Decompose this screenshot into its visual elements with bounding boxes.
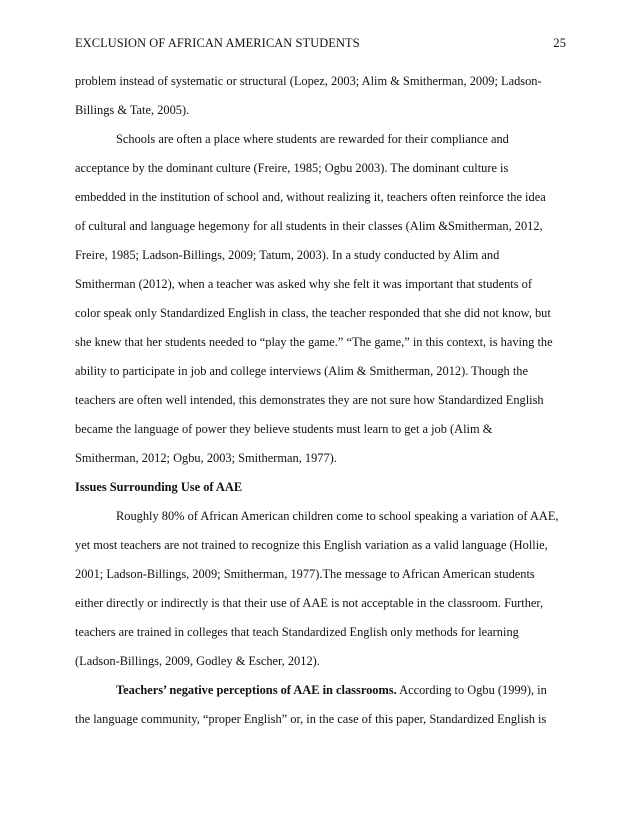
subsection-heading: Teachers’ negative perceptions of AAE in classrooms. xyxy=(116,683,397,697)
page-number: 25 xyxy=(553,36,566,50)
body-line: ability to participate in job and college interviews (Alim & Smitherman, 2012). Though the xyxy=(75,364,528,378)
subsection-run-in-text: According to Ogbu (1999), in xyxy=(396,683,547,697)
body-line: Smitherman (2012), when a teacher was asked why she felt it was important that students of xyxy=(75,277,532,291)
body-line: teachers are trained in colleges that teach Standardized English only methods for learning xyxy=(75,625,519,639)
body-line: Smitherman, 2012; Ogbu, 2003; Smitherman, 1977). xyxy=(75,451,337,465)
body-line: 2001; Ladson-Billings, 2009; Smitherman, 1977).The message to African American students xyxy=(75,567,535,581)
paragraph-first-line: Schools are often a place where students are rewarded for their compliance and xyxy=(116,132,509,146)
body-line: yet most teachers are not trained to recognize this English variation as a valid language (Hollie, xyxy=(75,538,548,552)
body-line: either directly or indirectly is that their use of AAE is not acceptable in the classroom. Further, xyxy=(75,596,544,610)
body-line: Freire, 1985; Ladson-Billings, 2009; Tatum, 2003). In a study conducted by Alim and xyxy=(75,248,500,262)
paragraph-first-line: Roughly 80% of African American children come to school speaking a variation of AAE, xyxy=(116,509,559,523)
body-line: acceptance by the dominant culture (Freire, 1985; Ogbu 2003). The dominant culture is xyxy=(75,161,509,175)
subsection-paragraph-line xyxy=(116,682,547,698)
body-line: embedded in the institution of school and, without realizing it, teachers often reinforce the idea xyxy=(75,190,546,204)
section-heading: Issues Surrounding Use of AAE xyxy=(75,480,243,494)
body-line: color speak only Standardized English in class, the teacher responded that she did not know, but xyxy=(75,306,551,320)
body-line: teachers are often well intended, this demonstrates they are not sure how Standardized English xyxy=(75,393,544,407)
body-line: the language community, “proper English” or, in the case of this paper, Standardized English is xyxy=(75,712,547,726)
body-line: she knew that her students needed to “play the game.” “The game,” in this context, is having the xyxy=(75,335,553,349)
body-line: problem instead of systematic or structural (Lopez, 2003; Alim & Smitherman, 2009; Ladson- xyxy=(75,74,542,88)
running-head-title: EXCLUSION OF AFRICAN AMERICAN STUDENTS xyxy=(75,36,360,50)
body-line: (Ladson-Billings, 2009, Godley & Escher, 2012). xyxy=(75,654,320,668)
running-header xyxy=(75,36,566,56)
body-line: of cultural and language hegemony for all students in their classes (Alim &Smitherman, 2012, xyxy=(75,219,543,233)
body-line: became the language of power they believe students must learn to get a job (Alim & xyxy=(75,422,493,436)
body-line: Billings & Tate, 2005). xyxy=(75,103,190,117)
